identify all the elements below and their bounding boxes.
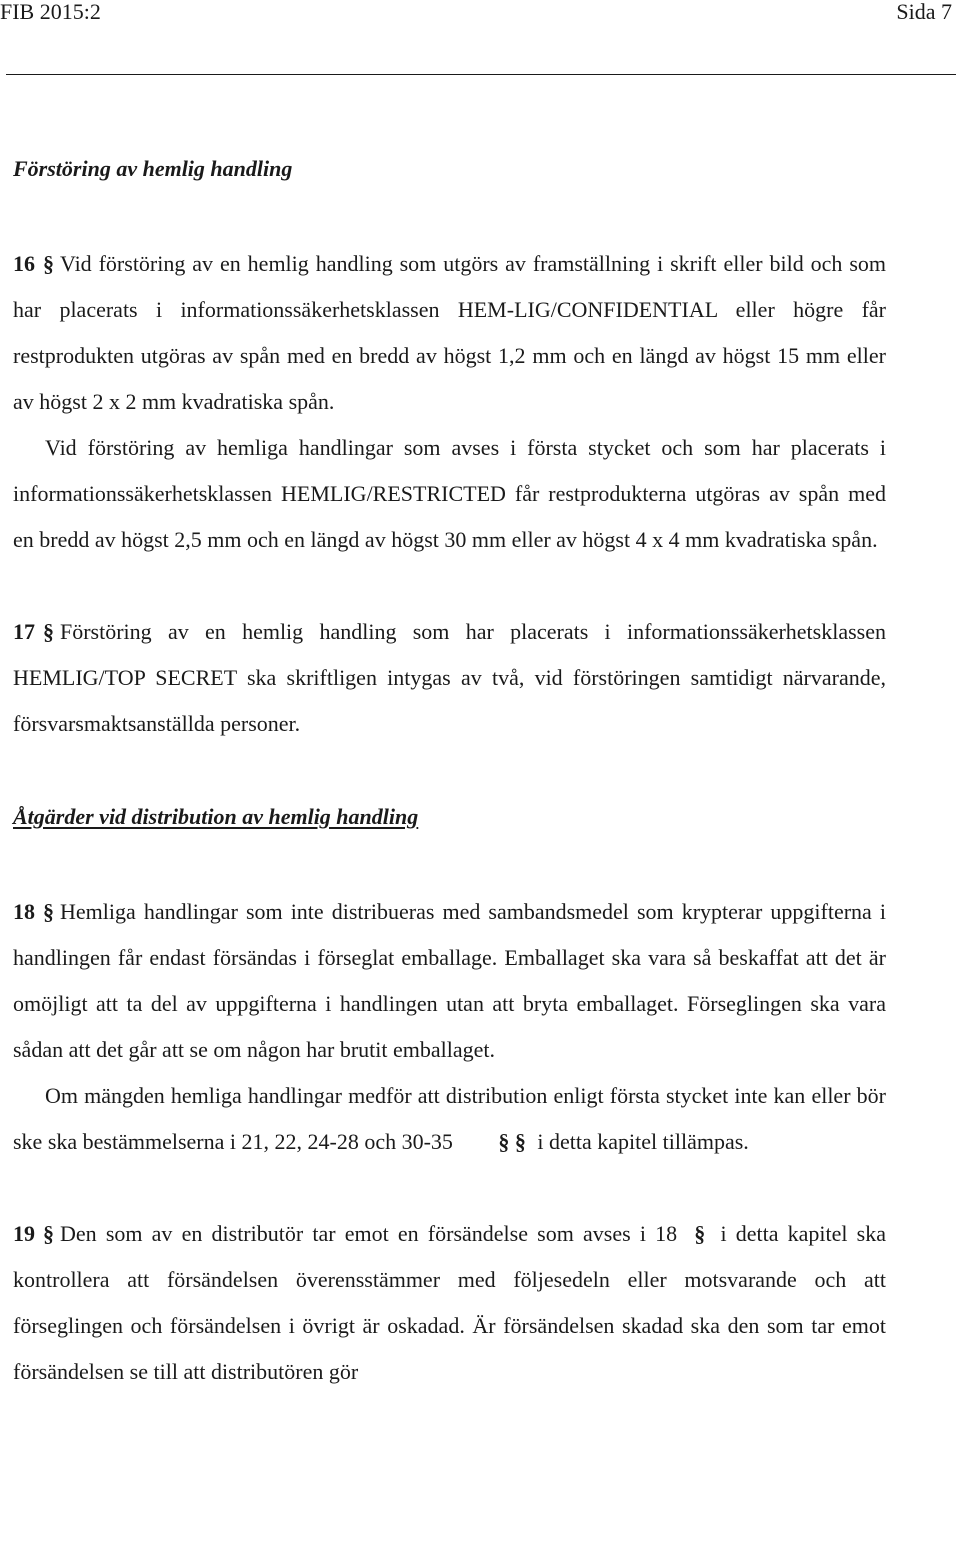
section-heading-distribution: Åtgärder vid distribution av hemlig handling xyxy=(13,804,419,829)
paragraph-number-16: 16 xyxy=(13,251,35,276)
section-sign-icon: § xyxy=(43,619,54,644)
paragraph-16 xyxy=(13,241,886,425)
section-sign-icon: § xyxy=(43,899,54,924)
paragraph-19-text-b: i detta kapitel ska kontrollera att försändelsen överensstämmer med följesedeln eller motsvarande och att förseglingen och försändelsen i övrigt är oskadad. Är försändelsen skadad ska den som tar emot försändelsen se till att distributören gör xyxy=(13,1221,886,1384)
paragraph-16-second: Vid förstöring av hemliga handlingar som avses i första stycket och som har placerats i informationssäkerhetsklassen HEMLIG/RESTRICTED får restprodukterna utgöras av spån med en bredd av högst 2,5 mm och en längd av högst 30 mm eller av högst 4 x 4 mm kvadratiska spån. xyxy=(13,435,886,552)
section-heading-destruction: Förstöring av hemlig handling xyxy=(13,156,293,181)
paragraph-number-19: 19 xyxy=(13,1221,35,1246)
paragraph-18-second xyxy=(13,1073,886,1165)
paragraph-18-text: Hemliga handlingar som inte distribueras med sambandsmedel som krypterar uppgifterna i handlingen får endast försändas i förseglat emballage. Emballaget ska vara så beskaffat att det är omöjligt att ta del av uppgifterna i handlingen utan att bryta emballaget. Förseglingen ska vara sådan att det går att se om någon har brutit emballaget. xyxy=(13,899,886,1062)
paragraph-17 xyxy=(13,609,886,747)
paragraph-number-17: 17 xyxy=(13,619,35,644)
section-sign-icon: § xyxy=(43,251,54,276)
paragraph-18-second-text-b: i detta kapitel tillämpas. xyxy=(537,1129,749,1154)
header-document-id: FIB 2015:2 xyxy=(0,0,101,24)
section-sign-icon: § xyxy=(43,1221,54,1246)
section-sign-icon: § xyxy=(694,1221,706,1246)
double-section-sign-icon: § § xyxy=(498,1129,526,1154)
paragraph-17-text: Förstöring av en hemlig handling som har placerats i informationssäkerhetsklassen HEMLIG/TOP SECRET ska skriftligen intygas av två, vid förstöringen samtidigt närvarande, försvarsmaktsanställda personer. xyxy=(13,619,886,736)
paragraph-number-18: 18 xyxy=(13,899,35,924)
header-divider xyxy=(6,74,956,75)
paragraph-16-text: Vid förstöring av en hemlig handling som utgörs av framställning i skrift eller bild och som har placerats i informationssäkerhetsklassen HEM-LIG/CONFIDENTIAL eller högre får restprodukten utgöras av spån med en bredd av högst 1,2 mm och en längd av högst 15 mm eller av högst 2 x 2 mm kvadratiska spån. xyxy=(13,251,886,414)
header-page-number: Sida 7 xyxy=(896,0,952,24)
paragraph-19-text-a: Den som av en distributör tar emot en försändelse som avses i 18 xyxy=(60,1221,678,1246)
paragraph-18 xyxy=(13,889,886,1073)
paragraph-18-second-text-a: Om mängden hemliga handlingar medför att distribution enligt första stycket inte kan eller bör ske ska bestämmelserna i 21, 22, 24-28 och 30-35 xyxy=(13,1083,886,1154)
document-body xyxy=(13,149,886,1395)
paragraph-19 xyxy=(13,1211,886,1395)
